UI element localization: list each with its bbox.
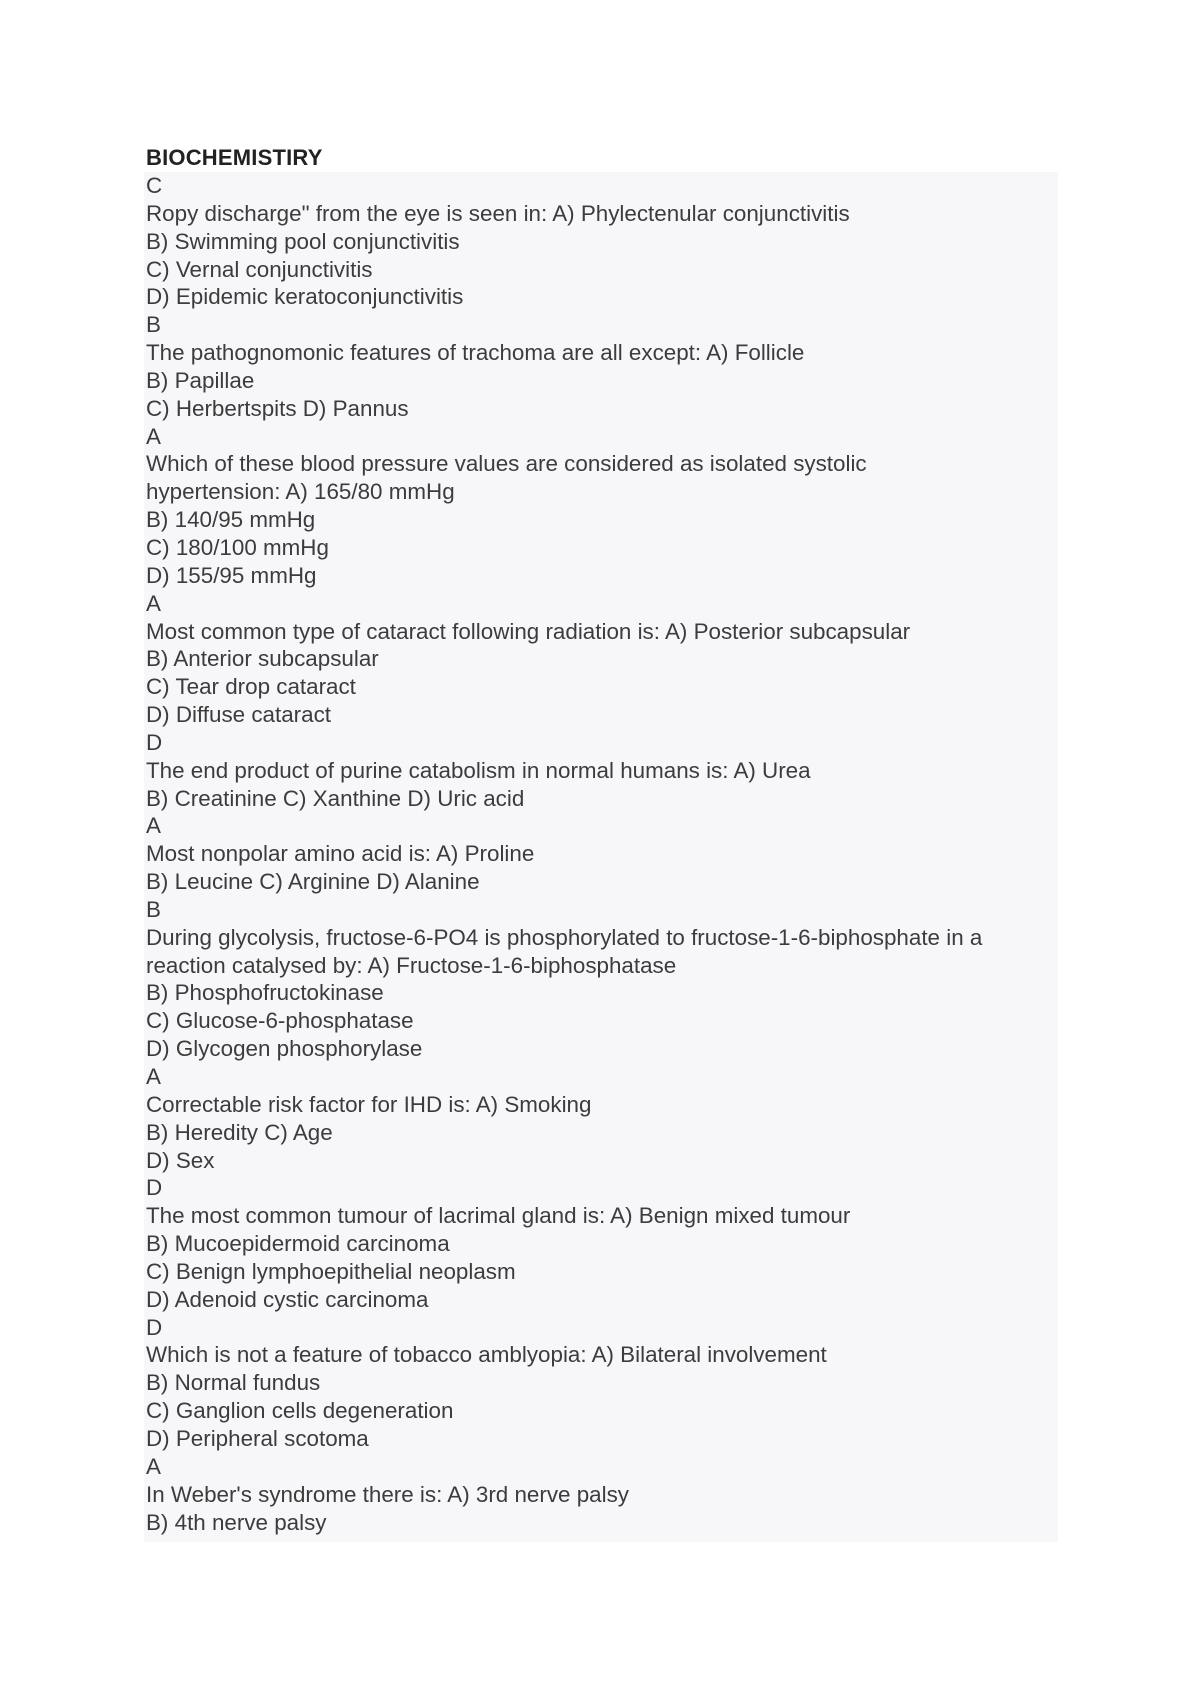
text-line: B) Mucoepidermoid carcinoma — [146, 1231, 450, 1257]
text-line: C) Ganglion cells degeneration — [146, 1398, 454, 1424]
question-list — [144, 172, 1058, 1542]
document-title: BIOCHEMISTIRY — [146, 145, 323, 170]
text-line: B) Anterior subcapsular — [146, 646, 379, 672]
text-line: A — [146, 1064, 161, 1089]
text-line: hypertension: A) 165/80 mmHg — [146, 479, 455, 505]
text-line: During glycolysis, fructose-6-PO4 is phosphorylated to fructose-1-6-biphosphate in a — [146, 924, 983, 950]
text-line: Ropy discharge" from the eye is seen in: A) Phylectenular conjunctivitis — [146, 200, 850, 226]
text-line: B) Creatinine C) Xanthine D) Uric acid — [146, 785, 525, 811]
text-line: D) Sex — [146, 1147, 215, 1173]
text-line: D — [146, 1175, 163, 1201]
text-line: Which of these blood pressure values are considered as isolated systolic — [146, 451, 867, 477]
text-line: Which is not a feature of tobacco amblyopia: A) Bilateral involvement — [146, 1342, 827, 1368]
text-line: B) Phosphofructokinase — [146, 980, 384, 1006]
text-line: Most nonpolar amino acid is: A) Proline — [146, 841, 535, 867]
text-line: D) 155/95 mmHg — [146, 562, 317, 588]
text-line: D) Glycogen phosphorylase — [146, 1036, 423, 1062]
text-line: The most common tumour of lacrimal gland is: A) Benign mixed tumour — [146, 1203, 851, 1229]
text-line: A — [146, 813, 161, 839]
text-line: B — [146, 312, 161, 338]
text-line: D) Peripheral scotoma — [146, 1425, 369, 1451]
text-line: In Weber's syndrome there is: A) 3rd nerve palsy — [146, 1481, 629, 1507]
text-line: A — [146, 423, 161, 449]
text-line: B) Normal fundus — [146, 1370, 321, 1396]
text-line: D) Diffuse cataract — [146, 702, 331, 728]
text-line: B) Leucine C) Arginine D) Alanine — [146, 869, 480, 895]
text-line: C) Herbertspits D) Pannus — [146, 395, 409, 421]
text-line: C) Benign lymphoepithelial neoplasm — [146, 1258, 516, 1284]
text-line: B) Heredity C) Age — [146, 1119, 333, 1145]
text-line: Most common type of cataract following radiation is: A) Posterior subcapsular — [146, 618, 911, 644]
text-line: B) Papillae — [146, 367, 255, 393]
text-line: C) 180/100 mmHg — [146, 534, 329, 560]
text-line: D — [146, 729, 163, 755]
text-line: C) Tear drop cataract — [146, 674, 356, 700]
text-line: D — [146, 1314, 163, 1340]
text-line: B) 140/95 mmHg — [146, 507, 316, 533]
text-line: B — [146, 896, 161, 922]
text-line: C) Glucose-6-phosphatase — [146, 1008, 414, 1034]
text-line: A — [146, 590, 161, 616]
text-line: D) Epidemic keratoconjunctivitis — [146, 284, 464, 310]
text-line: D) Adenoid cystic carcinoma — [146, 1286, 429, 1312]
text-line: The pathognomonic features of trachoma are all except: A) Follicle — [146, 340, 805, 366]
text-line: C) Vernal conjunctivitis — [146, 256, 373, 282]
text-line: B) Swimming pool conjunctivitis — [146, 228, 460, 254]
text-line: reaction catalysed by: A) Fructose-1-6-biphosphatase — [146, 952, 677, 978]
text-line: B) 4th nerve palsy — [146, 1509, 327, 1535]
text-line: Correctable risk factor for IHD is: A) Smoking — [146, 1091, 592, 1117]
text-line: C — [146, 173, 163, 198]
text-line: A — [146, 1453, 161, 1479]
text-line: The end product of purine catabolism in normal humans is: A) Urea — [146, 757, 811, 783]
